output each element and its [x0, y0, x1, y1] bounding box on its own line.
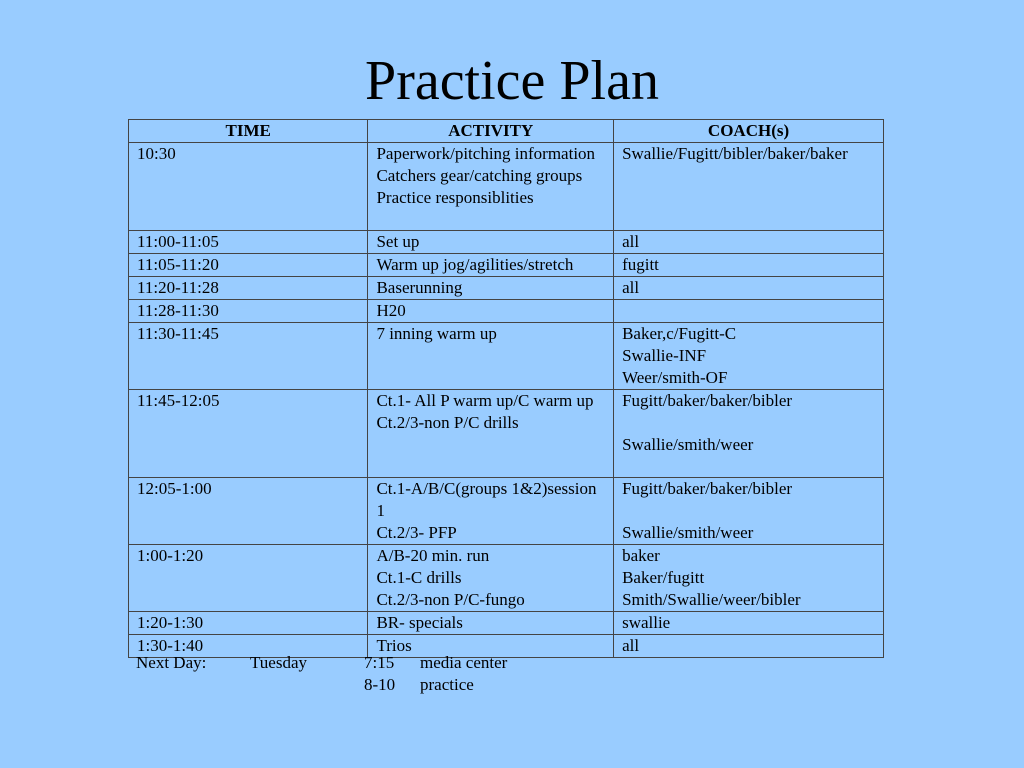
coach-cell	[614, 323, 884, 390]
coach-text: Swallie-INF	[622, 346, 707, 365]
time-cell	[129, 545, 368, 612]
activity-text: Ct.2/3-non P/C drills	[376, 413, 519, 432]
time-cell	[129, 254, 368, 277]
coach-cell	[614, 612, 884, 635]
activity-cell	[368, 323, 614, 390]
table-row	[129, 143, 884, 231]
table-row	[129, 545, 884, 612]
table-row	[129, 323, 884, 390]
table-row	[129, 231, 884, 254]
activity-text: Paperwork/pitching information	[376, 144, 596, 163]
activity-text: A/B-20 min. run	[376, 546, 490, 565]
slide-title: Practice Plan	[365, 50, 659, 112]
time-cell	[129, 143, 368, 231]
coach-text: Fugitt/baker/baker/bibler	[622, 479, 793, 498]
coach-text: Swallie/smith/weer	[622, 523, 754, 542]
practice-plan-table	[128, 119, 884, 658]
time-cell	[129, 323, 368, 390]
next-day-label: Next Day:	[136, 653, 207, 672]
time-text: 11:30-11:45	[137, 324, 219, 343]
activity-text: Trios	[376, 636, 412, 655]
next-day-item-2: practice	[420, 675, 474, 694]
activity-text: Catchers gear/catching groups	[376, 166, 583, 185]
activity-text: 7 inning warm up	[376, 324, 497, 343]
table-body	[129, 143, 884, 658]
table-row	[129, 300, 884, 323]
coach-cell	[614, 277, 884, 300]
coach-text	[622, 300, 875, 322]
activity-cell	[368, 545, 614, 612]
activity-text: Practice responsiblities	[376, 188, 534, 207]
time-cell	[129, 390, 368, 478]
time-text: 12:05-1:00	[137, 479, 212, 498]
activity-text: Baserunning	[376, 278, 463, 297]
coach-text: Baker,c/Fugitt-C	[622, 324, 737, 343]
coach-text: Swallie/Fugitt/bibler/baker/baker	[622, 144, 848, 163]
coach-text	[622, 500, 875, 522]
time-cell	[129, 277, 368, 300]
table-row	[129, 612, 884, 635]
activity-cell	[368, 277, 614, 300]
time-text: 1:20-1:30	[137, 613, 204, 632]
time-text: 11:28-11:30	[137, 301, 219, 320]
next-day-item-1: media center	[420, 653, 508, 672]
activity-cell	[368, 478, 614, 545]
time-text: 11:00-11:05	[137, 232, 219, 251]
time-text: 11:05-11:20	[137, 255, 219, 274]
coach-cell	[614, 254, 884, 277]
activity-text: Ct.2/3- PFP	[376, 523, 457, 542]
activity-text: BR- specials	[376, 613, 463, 632]
coach-text: baker	[622, 546, 660, 565]
coach-text: Smith/Swallie/weer/bibler	[622, 590, 801, 609]
next-day-day: Tuesday	[250, 653, 307, 672]
header-coach: COACH(s)	[614, 120, 884, 143]
coach-cell	[614, 545, 884, 612]
coach-text: fugitt	[622, 255, 659, 274]
table-row	[129, 390, 884, 478]
coach-cell	[614, 143, 884, 231]
table-row	[129, 277, 884, 300]
activity-cell	[368, 231, 614, 254]
activity-text: Ct.1- All P warm up/C warm up	[376, 391, 594, 410]
time-text: 10:30	[137, 144, 176, 163]
time-text: 1:00-1:20	[137, 546, 204, 565]
coach-text: Swallie/smith/weer	[622, 435, 754, 454]
time-cell	[129, 478, 368, 545]
time-text: 11:45-12:05	[137, 391, 220, 410]
activity-cell	[368, 143, 614, 231]
coach-text: Fugitt/baker/baker/bibler	[622, 391, 793, 410]
coach-cell	[614, 390, 884, 478]
time-cell	[129, 231, 368, 254]
coach-cell	[614, 300, 884, 323]
coach-text: all	[622, 232, 640, 251]
coach-text: all	[622, 278, 640, 297]
activity-text: Set up	[376, 232, 420, 251]
activity-cell	[368, 254, 614, 277]
time-text: 1:30-1:40	[137, 636, 204, 655]
activity-cell	[368, 612, 614, 635]
next-day-time-2: 8-10	[364, 675, 396, 694]
table-row	[129, 478, 884, 545]
table-row	[129, 254, 884, 277]
time-text: 11:20-11:28	[137, 278, 219, 297]
header-activity: ACTIVITY	[368, 120, 614, 143]
time-cell	[129, 300, 368, 323]
activity-text: H20	[376, 301, 406, 320]
activity-text: Warm up jog/agilities/stretch	[376, 255, 574, 274]
table-header-row	[129, 120, 884, 143]
activity-text: Ct.1-A/B/C(groups 1&2)session 1	[376, 479, 597, 520]
coach-cell	[614, 478, 884, 545]
header-time: TIME	[129, 120, 368, 143]
time-cell	[129, 612, 368, 635]
activity-cell	[368, 390, 614, 478]
next-day-time-1: 7:15	[364, 653, 395, 672]
coach-cell	[614, 635, 884, 658]
activity-cell	[368, 300, 614, 323]
coach-text: swallie	[622, 613, 671, 632]
coach-cell	[614, 231, 884, 254]
coach-text: Weer/smith-OF	[622, 368, 728, 387]
coach-text: all	[622, 636, 640, 655]
coach-text: Baker/fugitt	[622, 568, 705, 587]
coach-text	[622, 412, 875, 434]
activity-text: Ct.1-C drills	[376, 568, 462, 587]
activity-text: Ct.2/3-non P/C-fungo	[376, 590, 525, 609]
